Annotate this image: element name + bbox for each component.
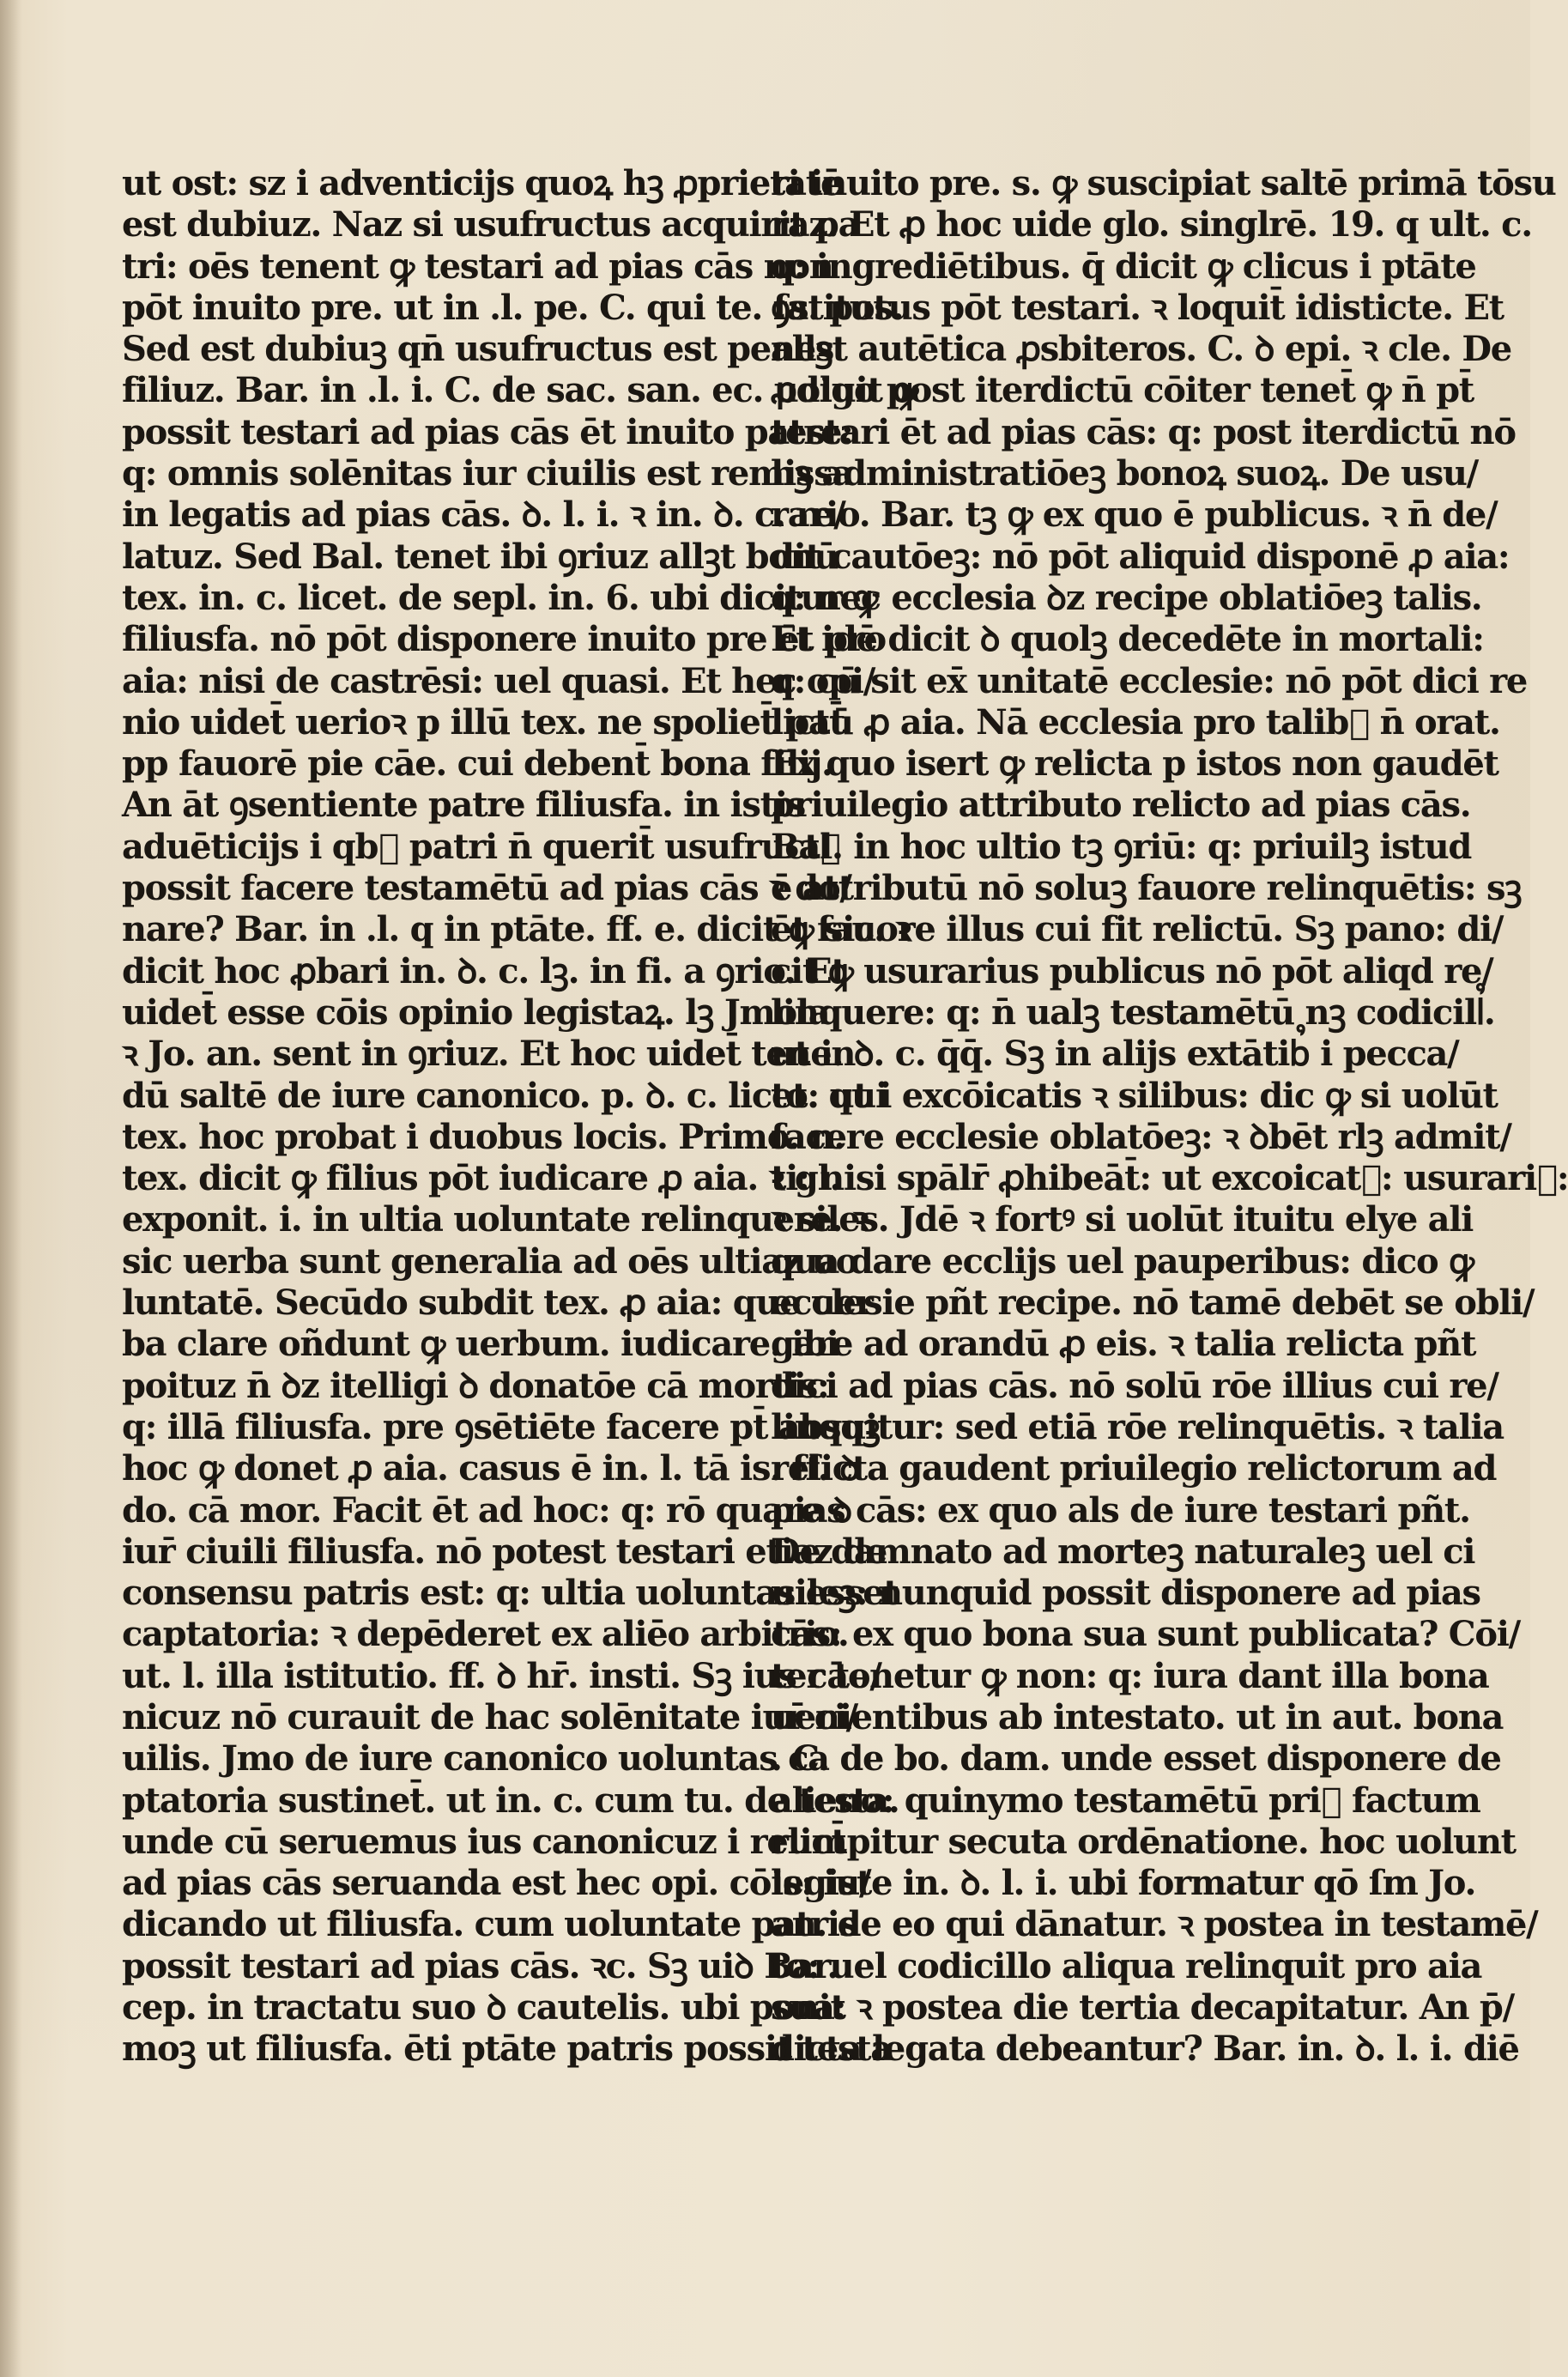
text-line: ter tenetur ꝙ non: q: iura dant illa bona xyxy=(771,1655,1489,1696)
text-line: pias cās: ex quo als de iure testari pñt. xyxy=(771,1489,1470,1531)
text-line: linquere: q: n̄ ualꝫ testamētū nꝫ codicill᷒. xyxy=(771,991,1495,1033)
text-line: hꝫ administratiōeꝫ bonoꝝ suoꝝ. De usu/ xyxy=(771,453,1478,494)
text-line: cep. in tractatu suo ꝺ cautelis. ubi ponit xyxy=(122,1987,845,2028)
text-line: filiuz. Bar. in .l. i. C. de sac. san. ec. uoluit ꝙ xyxy=(122,370,918,411)
text-line: ꝓdigo post iterdictū cōiter tenet̄ ꝙ n̄ pt̄ xyxy=(771,370,1474,411)
text-line: Et idē dicit ꝺ quolꝫ decedēte in mortali: xyxy=(771,619,1484,660)
text-line: linquitur: sed etiā rōe relinquētis. ꝛ talia xyxy=(771,1406,1504,1447)
text-line: tex. hoc probat i duobus locis. Primo. n. xyxy=(122,1116,845,1157)
text-line: poituz n̄ ꝺz itelligi ꝺ donatōe cā mortis: xyxy=(122,1365,829,1406)
text-line: moꝫ ut filiusfa. ēti ptāte patris possit testa xyxy=(122,2028,892,2070)
text-line: nare? Bar. in .l. q in ptāte. ff. e. dicit ꝙ sic. ꝛ xyxy=(122,909,911,950)
text-line: captatoria: ꝛ depēderet ex aliēo arbitrio. xyxy=(122,1614,849,1655)
text-line: testari ēt ad pias cās: q: post iterdictū nō xyxy=(771,411,1516,452)
text-line: q: ingrediētibus. q̄ dicit ꝙ clicus i ptāte xyxy=(771,246,1476,287)
text-line: rumpitur secuta ordēnatione. hoc uolunt xyxy=(771,1821,1516,1862)
text-line: unde cū seruemus ius canonicuz i relict̄ xyxy=(122,1821,846,1862)
text-line: dū saltē de iure canonico. p. ꝺ. c. licet. qui xyxy=(122,1075,887,1116)
text-line: ptatoria sustinet̄. ut in. c. cum tu. de testa. xyxy=(122,1780,899,1821)
text-line: to: ut i excōicatis ꝛ silibus: dic ꝙ si uolūt xyxy=(771,1075,1498,1116)
text-line: gare ad orandū ꝓ eis. ꝛ talia relicta pñt xyxy=(771,1324,1476,1365)
text-line: alieno: quinymo testamētū pri᷒ factum xyxy=(771,1780,1480,1821)
text-line: consensu patris est: q: ultia uoluntas esset xyxy=(122,1573,899,1614)
text-line: uilis. Jmo de iure canonico uoluntas ca xyxy=(122,1738,829,1780)
text-line: possit testari ad pias cās ēt inuito patre: xyxy=(122,411,853,452)
text-line: pp fauorē pie cāe. cui debent̄ bona filij. xyxy=(122,743,832,785)
text-line: ēt fauore illus cui fit relictū. Sꝫ pano: di/ xyxy=(771,909,1504,950)
text-line: dici ad pias cās. nō solū rōe illius cui re/ xyxy=(771,1365,1498,1406)
text-line: possit testari ad pias cās. ꝛc. Sꝫ uiꝺ Bar. xyxy=(122,1945,838,1986)
text-line: uileꝫ: nunquid possit disponere ad pias xyxy=(771,1573,1480,1614)
text-line: relicta gaudent priuilegio relictorum ad xyxy=(771,1448,1497,1489)
text-line: sic uerba sunt generalia ad oēs ultiaz uo xyxy=(122,1240,858,1282)
text-line: filiusfa. nō pōt disponere inuito pre ēt pro xyxy=(122,619,886,660)
text-line: hoc ꝙ donet ꝓ aia. casus ē in. l. tā is. ff. ꝺ xyxy=(122,1448,859,1489)
text-line: Sed est dubiuꝫ qn̄ usufructus est penes xyxy=(122,329,834,370)
text-line: est dubiuz. Naz si usufructus acquirit pa xyxy=(122,204,860,246)
text-line: ꝛ Jo. an. sent in ꝯriuz. Et hoc uidet̄ tenen xyxy=(122,1034,856,1075)
text-line: an. de eo qui dānatur. ꝛ postea in testamē/ xyxy=(771,1904,1538,1945)
binding-gutter-shadow xyxy=(0,0,22,2377)
text-line: ba clare oñdunt ꝙ uerbum. iudicare. ibi xyxy=(122,1324,838,1365)
text-line: aduēticijs i qb᷒ patri n̄ querit̄ usufruct᷒ xyxy=(122,826,840,867)
text-line: ꝛ siles. Jdē ꝛ fortꝰ si uolūt ituitu elye ali xyxy=(771,1199,1474,1240)
text-line: iur̄ ciuili filiusfa. nō potest testari etiaz de xyxy=(122,1531,887,1572)
text-line: rario. Bar. tꝫ ꝙ ex quo ē publicus. ꝛ n̄ de/ xyxy=(771,494,1498,536)
text-line: lictū ꝓ aia. Nā ecclesia pro talib᷒ n̄ orat. xyxy=(771,701,1500,743)
text-line: ut i. ꝺ. c. q̄q̄. Sꝫ in alijs extātib᷒ i pecca/ xyxy=(771,1034,1459,1075)
text-line: priuilegio attributo relicto ad pias cās. xyxy=(771,785,1471,826)
text-line: tex. in. c. licet. de sepl. in. 6. ubi dicitur ꝙ xyxy=(122,577,877,618)
text-line: to: uel codicillo aliqua relinquit pro aia xyxy=(771,1945,1482,1986)
text-line: An āt ꝯsentiente patre filiusfa. in istis xyxy=(122,785,805,826)
text-line: do. cā mor. Facit ēt ad hoc: q: rō quare ꝺ xyxy=(122,1489,851,1531)
text-line: q: omnis solēnitas iur ciuilis est remissa xyxy=(122,453,854,494)
text-line: in legatis ad pias cās. ꝺ. l. i. ꝛ in. ꝺ. c. re/ xyxy=(122,494,845,536)
text-line: facere ecclesie oblatōeꝫ: ꝛ ꝺbēt rlꝫ admit/ xyxy=(771,1116,1511,1157)
text-line: tri: oēs tenent ꝙ testari ad pias cās non xyxy=(122,246,833,287)
text-line: Bal. in hoc ultio tꝫ ꝯriū: q: priuilꝫ istud xyxy=(771,826,1472,867)
text-line: De damnato ad morteꝫ naturaleꝫ uel ci xyxy=(771,1531,1475,1572)
text-line: dicit hoc ꝓbari in. ꝺ. c. lꝫ. in fi. a ꝯrio. Et xyxy=(122,950,846,991)
text-line: qua dare ecclijs uel pauperibus: dico ꝙ xyxy=(771,1240,1474,1282)
text-line: uenientibus ab intestato. ut in aut. bona xyxy=(771,1696,1504,1737)
text-line: ecclesie pñt recipe. nō tamē debēt se obli/ xyxy=(771,1282,1535,1324)
text-line: Ex quo isert ꝙ relicta p istos non gaudēt xyxy=(771,743,1498,785)
text-line: dicando ut filiusfa. cum uoluntate patris xyxy=(122,1904,857,1945)
text-line: cit ꝙ usurarius publicus nō pōt aliqd re/ xyxy=(771,950,1493,991)
text-line: ut. l. illa istitutio. ff. ꝺ hr̄. insti. Sꝫ ius cāo/ xyxy=(122,1655,881,1696)
text-line: dit cautōeꝫ: nō pōt aliquid disponē ꝓ aia: xyxy=(771,536,1510,577)
text-line: nicuz nō curauit de hac solēnitate iur̄ ci/ xyxy=(122,1696,857,1737)
text-line: legiste in. ꝺ. l. i. ubi formatur qō ſm Jo. xyxy=(771,1863,1476,1904)
text-line: aia: nisi de castrēsi: uel quasi. Et hec opi/ xyxy=(122,660,875,701)
text-line: ꝯstitutus pōt testari. ꝛ loquit̄ idisticte. Et xyxy=(771,287,1504,328)
text-line: possit facere testamētū ad pias cās ꝛ do/ xyxy=(122,868,851,909)
text-line: dicta legata debeantur? Bar. in. ꝺ. l. i. diē xyxy=(771,2028,1519,2070)
text-line: cās: ex quo bona sua sunt publicata? Cōi/ xyxy=(771,1614,1520,1655)
text-line: ri inuito pre. s. ꝙ suscipiat saltē primā tōsu xyxy=(771,163,1556,203)
text-line: sua: ꝛ postea die tertia decapitatur. An p̄/ xyxy=(771,1987,1514,2028)
text-line: ē attributū nō soluꝫ fauore relinquētis: sꝫ xyxy=(771,868,1522,909)
text-line: q: illā filiusfa. pre ꝯsētiēte facere pt̄ absqꝫ xyxy=(122,1406,881,1447)
text-line: luntatē. Secūdo subdit tex. ꝓ aia: que uer xyxy=(122,1282,873,1324)
text-line: exponit. i. in ultia uoluntate relinquere. ꝛ xyxy=(122,1199,869,1240)
text-line: ti: nisi spālr̄ ꝓhibeāt̄: ut excoicat᷒: usurari᷒: xyxy=(771,1158,1568,1199)
text-line: allꝫt autētica ꝓsbiteros. C. ꝺ epi. ꝛ cle. De xyxy=(771,329,1511,370)
right-text-column xyxy=(771,163,1568,2071)
text-line: latuz. Sed Bal. tenet ibi ꝯriuz allꝫt bonū xyxy=(122,536,838,577)
text-line: q: cū sit ex̄ unitatē ecclesie: nō pōt dici re xyxy=(771,660,1528,701)
text-line: ut ost: sz i adventicijs quoꝝ hꝫ ꝓprietatē xyxy=(122,163,842,203)
text-line: tex. dicit ꝙ filius pōt iudicare ꝓ aia. ꝛ gl. xyxy=(122,1158,841,1199)
text-line: ad pias cās seruanda est hec opi. cōis: iu/ xyxy=(122,1863,871,1904)
text-line: . C. de bo. dam. unde esset disponere de xyxy=(771,1738,1501,1780)
text-line: raz. Et ꝓ hoc uide glo. singlrē. 19. q ult. c. xyxy=(771,204,1532,246)
text-line: pōt inuito pre. ut in .l. pe. C. qui te. fa. pos. xyxy=(122,287,904,328)
text-line: q: nec ecclesia ꝺz recipe oblatiōeꝫ talis. xyxy=(771,577,1482,618)
text-line: nio uidet̄ uerioꝛ p illū tex. ne spoliet̄ pat̄ xyxy=(122,701,845,743)
text-line: uidet̄ esse cōis opinio legistaꝝ. lꝫ Jmola: xyxy=(122,991,841,1033)
left-text-column xyxy=(122,163,918,2071)
